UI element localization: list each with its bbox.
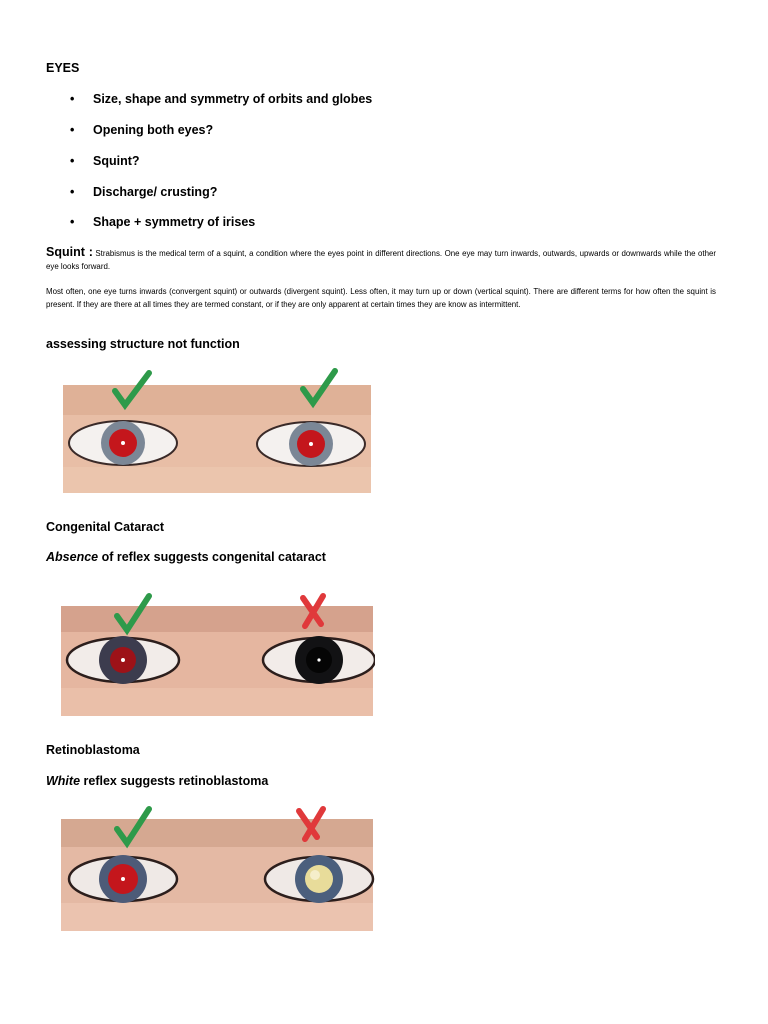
cataract-title: Congenital Cataract	[46, 520, 165, 534]
white-reflex	[305, 865, 333, 893]
right-eye	[265, 855, 373, 903]
left-eye	[69, 421, 177, 465]
right-eye	[263, 636, 375, 684]
page-heading: EYES	[46, 61, 80, 75]
squint-types-paragraph: Most often, one eye turns inwards (convergent squint) or outwards (divergent squint). Less often, it may turn up or down (vertical squint). There are different terms for how often the squint is present. If they are there at all times they are termed constant, or if they are only apparent at certain times they are know as intermittent.	[46, 287, 716, 309]
left-eye	[67, 636, 179, 684]
retinoblastoma-title: Retinoblastoma	[46, 743, 140, 757]
squint-paragraph	[46, 246, 716, 273]
eye-photo-normal	[63, 367, 373, 495]
left-eye	[69, 855, 177, 903]
retinoblastoma-line: White reflex suggests retinoblastoma	[46, 774, 269, 788]
cataract-line: Absence of reflex suggests congenital cataract	[46, 550, 326, 564]
eye-photo-retinoblastoma	[61, 805, 375, 933]
squint-definition: Strabismus is the medical term of a squint, a condition where the eyes point in different directions. One eye may turn inwards, outwards, upwards or downwards while the other eye looks forward.	[46, 249, 717, 271]
squint-lead: Squint :	[46, 245, 93, 259]
right-eye	[257, 422, 365, 466]
eye-photo-cataract	[61, 590, 375, 718]
section-note: assessing structure not function	[46, 337, 240, 351]
